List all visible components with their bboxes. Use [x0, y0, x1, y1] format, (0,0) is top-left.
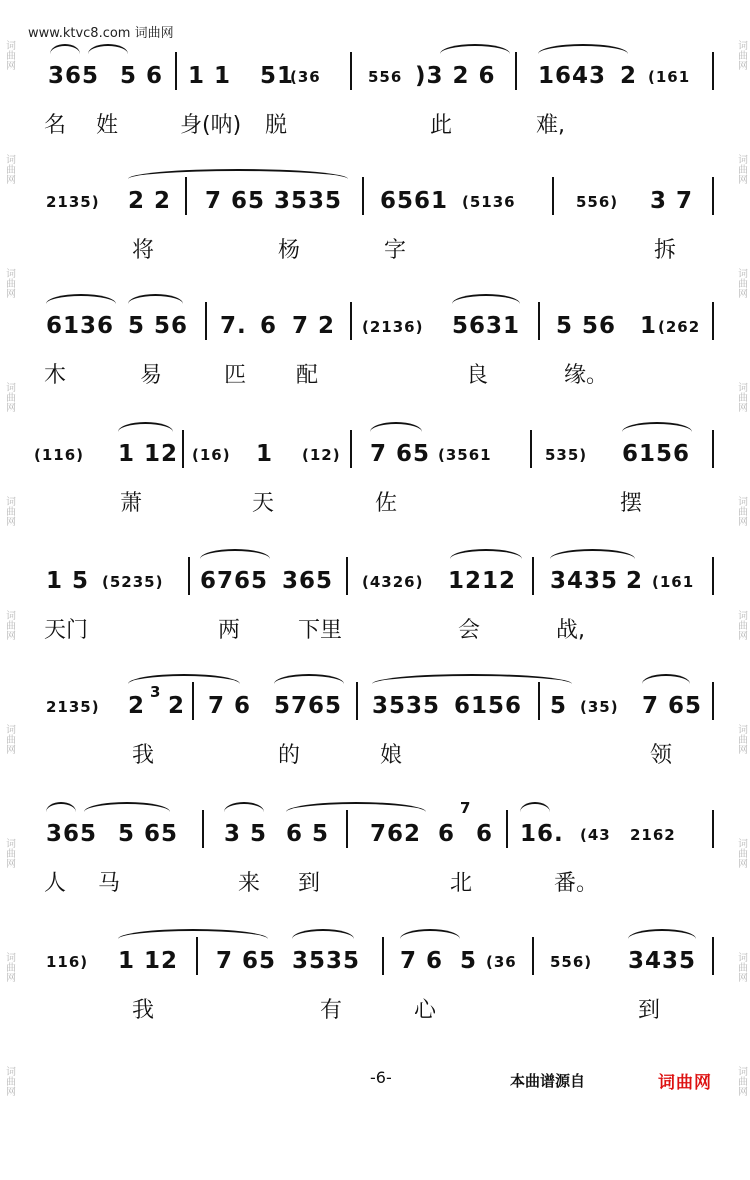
lyric-char: 来	[238, 871, 261, 896]
side-watermark-text: 词曲网	[3, 382, 15, 412]
note-group: 2 2	[128, 188, 172, 214]
side-watermark-text: 词曲网	[3, 724, 15, 754]
note-group: 6156	[454, 693, 523, 719]
note-group: 6156	[622, 441, 691, 467]
note-group: 1	[256, 441, 274, 467]
note-group: 3435	[628, 948, 697, 974]
note-group: 5 56	[128, 313, 189, 339]
lyric-char: 会	[458, 618, 481, 643]
score-system-2	[20, 135, 730, 263]
lyric-char: 萧	[120, 491, 143, 516]
slur-mark	[370, 422, 422, 442]
lyric-char: 战,	[556, 618, 585, 643]
note-group: (161	[652, 573, 695, 591]
note-group: 1643	[538, 63, 607, 89]
barline	[350, 302, 352, 340]
lyric-char: 脱	[265, 113, 288, 138]
barline	[712, 177, 714, 215]
score-system-1	[20, 10, 730, 138]
barline	[515, 52, 517, 90]
lyric-char: 我	[132, 743, 155, 768]
slur-mark	[46, 294, 116, 314]
lyric-char: 到	[638, 998, 661, 1023]
note-group: 7 65	[205, 188, 266, 214]
note-group: (35)	[580, 698, 619, 716]
barline	[506, 810, 508, 848]
note-group: 5 65	[118, 821, 179, 847]
slur-mark	[440, 44, 510, 64]
slur-mark	[372, 674, 572, 694]
side-watermark-text: 词曲网	[735, 1066, 747, 1096]
note-group: 1 12	[118, 948, 179, 974]
note-group: 556	[368, 68, 403, 86]
slur-mark	[286, 802, 426, 822]
lyric-char: 心	[414, 998, 437, 1023]
lyric-char: 拆	[654, 238, 677, 263]
side-watermark-text: 词曲网	[3, 610, 15, 640]
note-group: 5	[460, 948, 478, 974]
site-logo: 词曲网	[658, 1073, 712, 1093]
lyric-char: 字	[384, 238, 407, 263]
note-group: (5235)	[102, 573, 164, 591]
lyric-char: 配	[296, 363, 319, 388]
note-group: 6136	[46, 313, 115, 339]
barline	[532, 557, 534, 595]
note-group: 5765	[274, 693, 343, 719]
side-watermark-text: 词曲网	[735, 154, 747, 184]
note-group: 116)	[46, 953, 89, 971]
slur-mark	[46, 802, 76, 822]
lyric-char: 匹	[224, 363, 247, 388]
lyric-char: 娘	[380, 743, 403, 768]
note-group: 7 6	[208, 693, 252, 719]
slur-mark	[128, 674, 240, 694]
slur-mark	[628, 929, 696, 949]
barline	[205, 302, 207, 340]
note-group: 5631	[452, 313, 521, 339]
note-group: (16)	[192, 446, 231, 464]
note-group: 2162	[630, 826, 676, 844]
note-group: 365	[46, 821, 98, 847]
score-system-3	[20, 260, 730, 388]
lyric-char: 下里	[298, 618, 343, 643]
side-watermark-text: 词曲网	[3, 496, 15, 526]
page-number: -6-	[370, 1068, 392, 1087]
note-group: 7 65	[216, 948, 277, 974]
note-group: 1 5	[46, 568, 90, 594]
note-group: 5 6	[120, 63, 164, 89]
lyric-char: 到	[298, 871, 321, 896]
note-group: 7 65	[642, 693, 703, 719]
slur-mark	[224, 802, 264, 822]
lyric-char: 两	[218, 618, 241, 643]
slur-mark	[520, 802, 550, 822]
note-group: (5136	[462, 193, 516, 211]
note-group: 6561	[380, 188, 449, 214]
slur-mark	[118, 929, 268, 949]
slur-mark	[292, 929, 354, 949]
barline	[712, 52, 714, 90]
slur-mark	[642, 674, 690, 694]
side-watermark-text: 词曲网	[735, 382, 747, 412]
side-watermark-text: 词曲网	[735, 724, 747, 754]
barline	[712, 302, 714, 340]
note-group: 365	[282, 568, 334, 594]
barline	[712, 430, 714, 468]
note-group: 7.	[220, 313, 247, 339]
side-watermark-text: 词曲网	[735, 40, 747, 70]
note-group: 51	[260, 63, 295, 89]
barline	[712, 937, 714, 975]
note-group: (36	[486, 953, 517, 971]
note-group: 16.	[520, 821, 564, 847]
score-system-4	[20, 388, 730, 516]
score-system-6	[20, 640, 730, 768]
lyric-char: 天门	[44, 618, 89, 643]
note-group: (116)	[34, 446, 85, 464]
note-group: 556)	[576, 193, 619, 211]
lyric-char: 身(呐)	[180, 113, 242, 138]
lyric-char: 此	[430, 113, 453, 138]
slur-mark	[550, 549, 635, 569]
note-group: 365	[48, 63, 100, 89]
lyric-char: 易	[140, 363, 163, 388]
lyric-char: 北	[450, 871, 473, 896]
note-group: 1	[640, 313, 658, 339]
barline	[382, 937, 384, 975]
note-group: 3535	[274, 188, 343, 214]
lyric-char: 良	[466, 363, 489, 388]
side-watermark-text: 词曲网	[3, 952, 15, 982]
grace-note: 7	[460, 799, 472, 817]
barline	[712, 557, 714, 595]
slur-mark	[538, 44, 628, 64]
barline	[182, 430, 184, 468]
slur-mark	[128, 169, 348, 189]
note-group: 3535	[292, 948, 361, 974]
right-side-watermark	[732, 40, 750, 1180]
note-group: (161	[648, 68, 691, 86]
side-watermark-text: 词曲网	[735, 268, 747, 298]
note-group: 3435	[550, 568, 619, 594]
note-group: 556)	[550, 953, 593, 971]
note-group: 7 6	[400, 948, 444, 974]
slur-mark	[118, 422, 173, 442]
side-watermark-text: 词曲网	[735, 838, 747, 868]
note-group: 6	[438, 821, 456, 847]
note-group: 5	[550, 693, 568, 719]
lyric-char: 天	[252, 491, 275, 516]
score-system-5	[20, 515, 730, 643]
lyric-char: 木	[44, 363, 67, 388]
barline	[712, 810, 714, 848]
lyric-char: 有	[320, 998, 343, 1023]
note-group: 3535	[372, 693, 441, 719]
lyric-char: 我	[132, 998, 155, 1023]
note-group: 535)	[545, 446, 588, 464]
note-group: )3 2 6	[415, 63, 496, 89]
note-group: 6	[260, 313, 278, 339]
slur-mark	[84, 802, 170, 822]
lyric-char: 难,	[536, 113, 565, 138]
lyric-char: 领	[650, 743, 673, 768]
note-group: (3561	[438, 446, 492, 464]
slur-mark	[400, 929, 460, 949]
slur-mark	[274, 674, 344, 694]
lyric-char: 佐	[375, 491, 398, 516]
slur-mark	[88, 44, 128, 64]
note-group: 1212	[448, 568, 517, 594]
note-group: (43	[580, 826, 611, 844]
barline	[538, 302, 540, 340]
note-group: 6 5	[286, 821, 330, 847]
note-group: 762	[370, 821, 422, 847]
barline	[530, 430, 532, 468]
side-watermark-text: 词曲网	[735, 496, 747, 526]
note-group: 1 1	[188, 63, 232, 89]
barline	[552, 177, 554, 215]
barline	[350, 430, 352, 468]
lyric-char: 番。	[554, 871, 599, 896]
barline	[532, 937, 534, 975]
slur-mark	[622, 422, 692, 442]
note-group: 6765	[200, 568, 269, 594]
lyric-char: 名	[44, 113, 67, 138]
lyric-char: 杨	[278, 238, 301, 263]
lyric-char: 摆	[620, 491, 643, 516]
note-group: (2136)	[362, 318, 424, 336]
barline	[712, 682, 714, 720]
side-watermark-text: 词曲网	[3, 268, 15, 298]
lyric-char: 姓	[96, 113, 119, 138]
note-group: (4326)	[362, 573, 424, 591]
note-group: 2	[620, 63, 638, 89]
note-group: 2	[128, 693, 146, 719]
site-watermark: www.ktvc8.com 词曲网	[28, 26, 174, 41]
lyric-char: 人	[44, 871, 67, 896]
slur-mark	[50, 44, 80, 64]
barlines	[20, 177, 730, 217]
side-watermark-text: 词曲网	[3, 1066, 15, 1096]
note-group: 2	[626, 568, 644, 594]
note-group: 3 5	[224, 821, 268, 847]
side-watermark-text: 词曲网	[3, 154, 15, 184]
barline	[188, 557, 190, 595]
note-group: 7 65	[370, 441, 431, 467]
note-group: (36	[290, 68, 321, 86]
note-group: 3 7	[650, 188, 694, 214]
barline	[362, 177, 364, 215]
source-note: 本曲谱源自	[510, 1072, 586, 1090]
note-group: (262	[658, 318, 701, 336]
note-group: 1 12	[118, 441, 179, 467]
note-group: 2135)	[46, 193, 100, 211]
lyric-char: 马	[98, 871, 121, 896]
note-group: 2135)	[46, 698, 100, 716]
side-watermark-text: 词曲网	[3, 40, 15, 70]
barline	[350, 52, 352, 90]
note-group: 6	[476, 821, 494, 847]
side-watermark-text: 词曲网	[735, 610, 747, 640]
side-watermark-text: 词曲网	[3, 838, 15, 868]
slur-mark	[452, 294, 520, 314]
slur-mark	[200, 549, 270, 569]
note-group: 5 56	[556, 313, 617, 339]
note-group: 7 2	[292, 313, 336, 339]
slur-mark	[450, 549, 522, 569]
barline	[356, 682, 358, 720]
side-watermark-text: 词曲网	[735, 952, 747, 982]
lyric-char: 将	[132, 238, 155, 263]
note-group: (12)	[302, 446, 341, 464]
barline	[175, 52, 177, 90]
slur-mark	[128, 294, 183, 314]
barline	[346, 557, 348, 595]
grace-note: 3	[150, 683, 162, 701]
score-system-7	[20, 768, 730, 896]
lyric-char: 缘。	[564, 363, 609, 388]
lyric-char: 的	[278, 743, 301, 768]
barline	[202, 810, 204, 848]
left-side-watermark	[0, 40, 18, 1180]
score-system-8	[20, 895, 730, 1023]
note-group: 2	[168, 693, 186, 719]
